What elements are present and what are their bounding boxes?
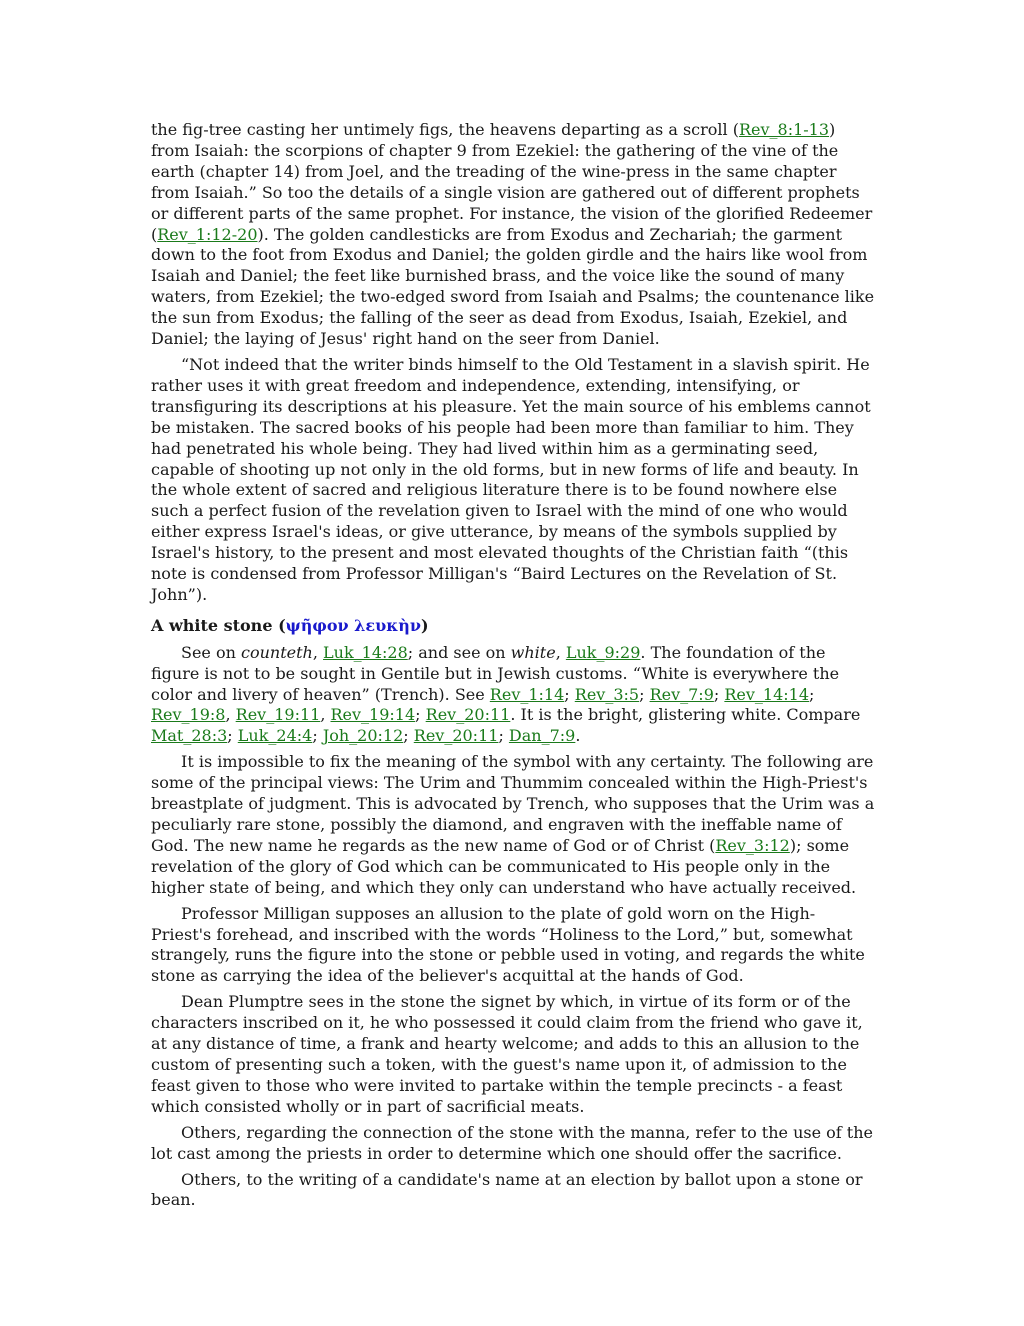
- text-run: ) from Isaiah: the scorpions of chapter 9 from Ezekiel: the gathering of the vine of the earth (chapter 14) from Joel, and the treading of the wine-press in the same chapter from Isaiah.” So too the details of a single vision are gathered out of different prophets or different parts of the same prophet. For instance, the vision of the glorified Redeemer (: [151, 120, 873, 244]
- paragraph-p2: [151, 355, 875, 606]
- text-run: ;: [713, 684, 725, 704]
- text-run: Others, to the writing of a candidate's name at an election by ballot upon a stone or bean.: [151, 1169, 863, 1210]
- scripture-link[interactable]: Rev_3:12: [715, 835, 790, 855]
- scripture-link[interactable]: Rev_8:1-13: [738, 120, 830, 139]
- commentary-section-bottom: [151, 643, 875, 1212]
- text-run: .: [575, 726, 581, 746]
- text-run: . The foundation of the figure is not to be sought in Gentile but in Jewish customs. “White is everywhere the color and livery of heaven” (Trench). See: [151, 642, 840, 704]
- scripture-link[interactable]: Luk_9:29: [565, 642, 641, 662]
- scripture-link[interactable]: Rev_1:12-20: [157, 224, 258, 244]
- paragraph-p1: [151, 120, 875, 350]
- text-run: Others, regarding the connection of the stone with the manna, refer to the use of the lot cast among the priests in order to determine which one should offer the sacrifice.: [151, 1122, 873, 1163]
- scripture-link[interactable]: Rev_1:14: [489, 684, 565, 704]
- text-run: See on: [181, 642, 242, 662]
- scripture-link[interactable]: Luk_14:28: [323, 642, 408, 662]
- heading-close: ): [420, 615, 429, 635]
- scripture-link[interactable]: Rev_19:8: [151, 705, 226, 725]
- scripture-link[interactable]: Joh_20:12: [322, 726, 404, 746]
- text-run: ;: [227, 726, 238, 746]
- paragraph-p5: [151, 904, 875, 988]
- heading-greek: ψῆφον λευκὴν: [285, 615, 421, 635]
- text-run: ). The golden candlesticks are from Exodus and Zechariah; the garment down to the foot from Exodus and Daniel; the golden girdle and the hairs like wool from Isaiah and Daniel; the feet like burnished brass, and the voice like the sound of many waters, from Ezekiel; the two-edged sword from Isaiah and Psalms; the countenance like the sun from Exodus; the falling of the seer as dead from Exodus, Isaiah, Ezekiel, and Daniel; the laying of Jesus' right hand on the seer from Daniel.: [151, 224, 875, 349]
- text-run: ;: [415, 705, 426, 725]
- scripture-link[interactable]: Rev_14:14: [724, 684, 810, 704]
- text-run: ,: [225, 705, 236, 725]
- text-run: ;: [498, 726, 509, 746]
- commentary-section-top: [151, 120, 875, 606]
- text-run: ); some revelation of the glory of God which can be communicated to His people only in the higher state of being, and which they only can understand who have actually received.: [151, 835, 857, 897]
- text-run: ;: [564, 684, 575, 704]
- text-run: ,: [555, 642, 566, 662]
- paragraph-p6: [151, 992, 875, 1117]
- text-run: ;: [312, 726, 323, 746]
- text-run: ,: [312, 642, 324, 662]
- scripture-link[interactable]: Luk_24:4: [237, 726, 313, 746]
- text-run: . It is the bright, glistering white. Compare: [510, 705, 861, 725]
- paragraph-p4: [151, 752, 875, 898]
- text-run: ,: [320, 705, 331, 725]
- scripture-link[interactable]: Rev_19:14: [330, 705, 416, 725]
- emphasized-term: counteth: [241, 642, 313, 662]
- text-run: ;: [403, 726, 414, 746]
- paragraph-p3: [151, 643, 875, 748]
- text-run: It is impossible to fix the meaning of the symbol with any certainty. The following are some of the principal views: The Urim and Thummim concealed within the High-Priest's breastplate of judgment. This is advocated by Trench, who supposes that the Urim was a peculiarly rare stone, possibly the diamond, and engraven with the ineffable name of God. The new name he regards as the new name of God or of Christ (: [151, 752, 875, 855]
- text-run: the fig-tree casting her untimely figs, the heavens departing as a scroll (: [151, 120, 739, 139]
- scripture-link[interactable]: Rev_7:9: [649, 684, 714, 704]
- scripture-link[interactable]: Rev_3:5: [574, 684, 640, 704]
- paragraph-p7: [151, 1123, 875, 1165]
- text-run: “Not indeed that the writer binds himself to the Old Testament in a slavish spirit. He rather uses it with great freedom and independence, extending, intensifying, or transfiguring its descriptions at his pleasure. Yet the main source of his emblems cannot be mistaken. The sacred books of his people had been more than familiar to him. They had penetrated his whole being. They had lived within him as a germinating seed, capable of shooting up not only in the old forms, but in new forms of life and beauty. In the whole extent of sacred and religious literature there is to be found nowhere else such a perfect fusion of the revelation given to Israel with the mind of one who would either express Israel's ideas, or give utterance, by means of the symbols supplied by Israel's history, to the present and most elevated thoughts of the Christian faith “(this note is condensed from Professor Milligan's “Baird Lectures on the Revelation of St. John”).: [151, 354, 871, 604]
- section-heading: [151, 616, 875, 637]
- document-page: [151, 120, 875, 1216]
- scripture-link[interactable]: Rev_20:11: [425, 705, 511, 725]
- scripture-link[interactable]: Dan_7:9: [508, 726, 576, 746]
- scripture-link[interactable]: Mat_28:3: [151, 726, 228, 746]
- text-run: Dean Plumptre sees in the stone the signet by which, in virtue of its form or of the characters inscribed on it, he who possessed it could claim from the friend who gave it, at any distance of time, a frank and hearty welcome; and adds to this an allusion to the custom of presenting such a token, with the guest's name upon it, of admission to the feast given to those who were invited to partake within the temple precincts - a feast which consisted wholly or in part of sacrificial meats.: [151, 992, 863, 1116]
- text-run: ;: [639, 684, 650, 704]
- scripture-link[interactable]: Rev_19:11: [235, 705, 321, 725]
- paragraph-p8: [151, 1170, 875, 1212]
- heading-text: A white stone (: [151, 615, 286, 635]
- emphasized-term: white: [510, 642, 556, 662]
- text-run: ; and see on: [407, 642, 511, 662]
- text-run: Professor Milligan supposes an allusion to the plate of gold worn on the High-Priest's forehead, and inscribed with the words “Holiness to the Lord,” but, somewhat strangely, runs the figure into the stone or pebble used in voting, and regards the white stone as carrying the idea of the believer's acquittal at the hands of God.: [151, 903, 865, 986]
- text-run: ;: [809, 684, 815, 704]
- scripture-link[interactable]: Rev_20:11: [413, 726, 499, 746]
